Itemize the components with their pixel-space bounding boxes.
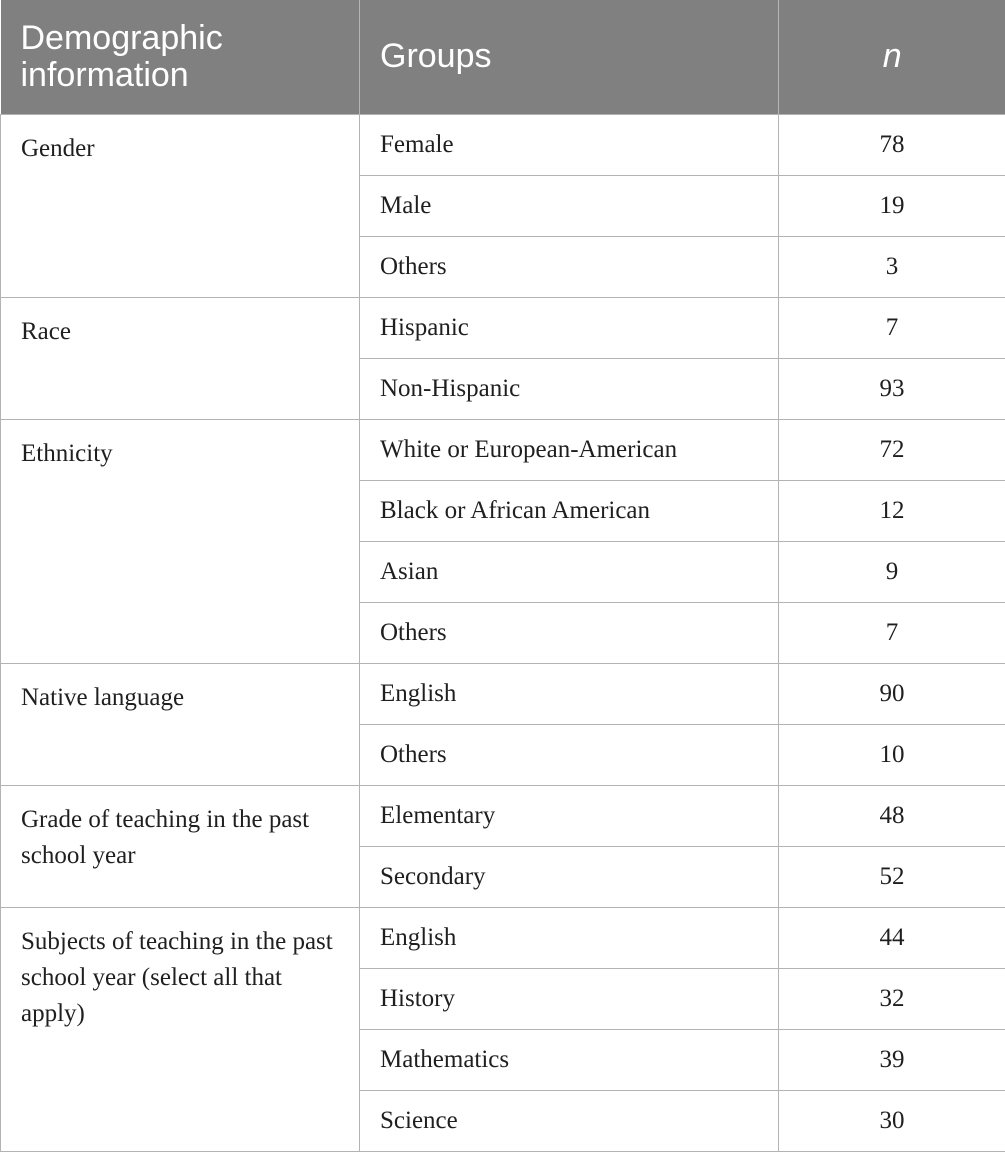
group-cell: English [360, 907, 779, 968]
count-cell: 32 [779, 968, 1005, 1029]
group-cell: History [360, 968, 779, 1029]
header-demographic-information: Demographic information [1, 0, 360, 114]
group-cell: Others [360, 724, 779, 785]
count-cell: 72 [779, 419, 1005, 480]
count-cell: 12 [779, 480, 1005, 541]
group-cell: Secondary [360, 846, 779, 907]
category-cell: Native language [1, 663, 360, 785]
category-cell: Gender [1, 114, 360, 297]
group-cell: Male [360, 175, 779, 236]
group-cell: White or European-American [360, 419, 779, 480]
count-cell: 19 [779, 175, 1005, 236]
category-cell: Subjects of teaching in the past school year (select all that apply) [1, 907, 360, 1151]
group-cell: Mathematics [360, 1029, 779, 1090]
group-cell: Elementary [360, 785, 779, 846]
group-cell: Female [360, 114, 779, 175]
group-cell: Non-Hispanic [360, 358, 779, 419]
table-row [1, 297, 1005, 358]
group-cell: Others [360, 236, 779, 297]
header-n: n [779, 0, 1005, 114]
count-cell: 93 [779, 358, 1005, 419]
count-cell: 52 [779, 846, 1005, 907]
table-row [1, 907, 1005, 968]
category-cell: Grade of teaching in the past school year [1, 785, 360, 907]
category-cell: Ethnicity [1, 419, 360, 663]
group-cell: Science [360, 1090, 779, 1151]
group-cell: Others [360, 602, 779, 663]
category-cell: Race [1, 297, 360, 419]
count-cell: 30 [779, 1090, 1005, 1151]
count-cell: 90 [779, 663, 1005, 724]
table-row [1, 419, 1005, 480]
count-cell: 10 [779, 724, 1005, 785]
count-cell: 7 [779, 297, 1005, 358]
group-cell: Asian [360, 541, 779, 602]
count-cell: 9 [779, 541, 1005, 602]
group-cell: Hispanic [360, 297, 779, 358]
count-cell: 48 [779, 785, 1005, 846]
table-row [1, 663, 1005, 724]
group-cell: Black or African American [360, 480, 779, 541]
table-row [1, 114, 1005, 175]
table-body [1, 114, 1005, 1151]
table-header-row [1, 0, 1005, 114]
group-cell: English [360, 663, 779, 724]
count-cell: 44 [779, 907, 1005, 968]
table-row [1, 785, 1005, 846]
count-cell: 7 [779, 602, 1005, 663]
header-groups: Groups [360, 0, 779, 114]
count-cell: 78 [779, 114, 1005, 175]
count-cell: 3 [779, 236, 1005, 297]
count-cell: 39 [779, 1029, 1005, 1090]
